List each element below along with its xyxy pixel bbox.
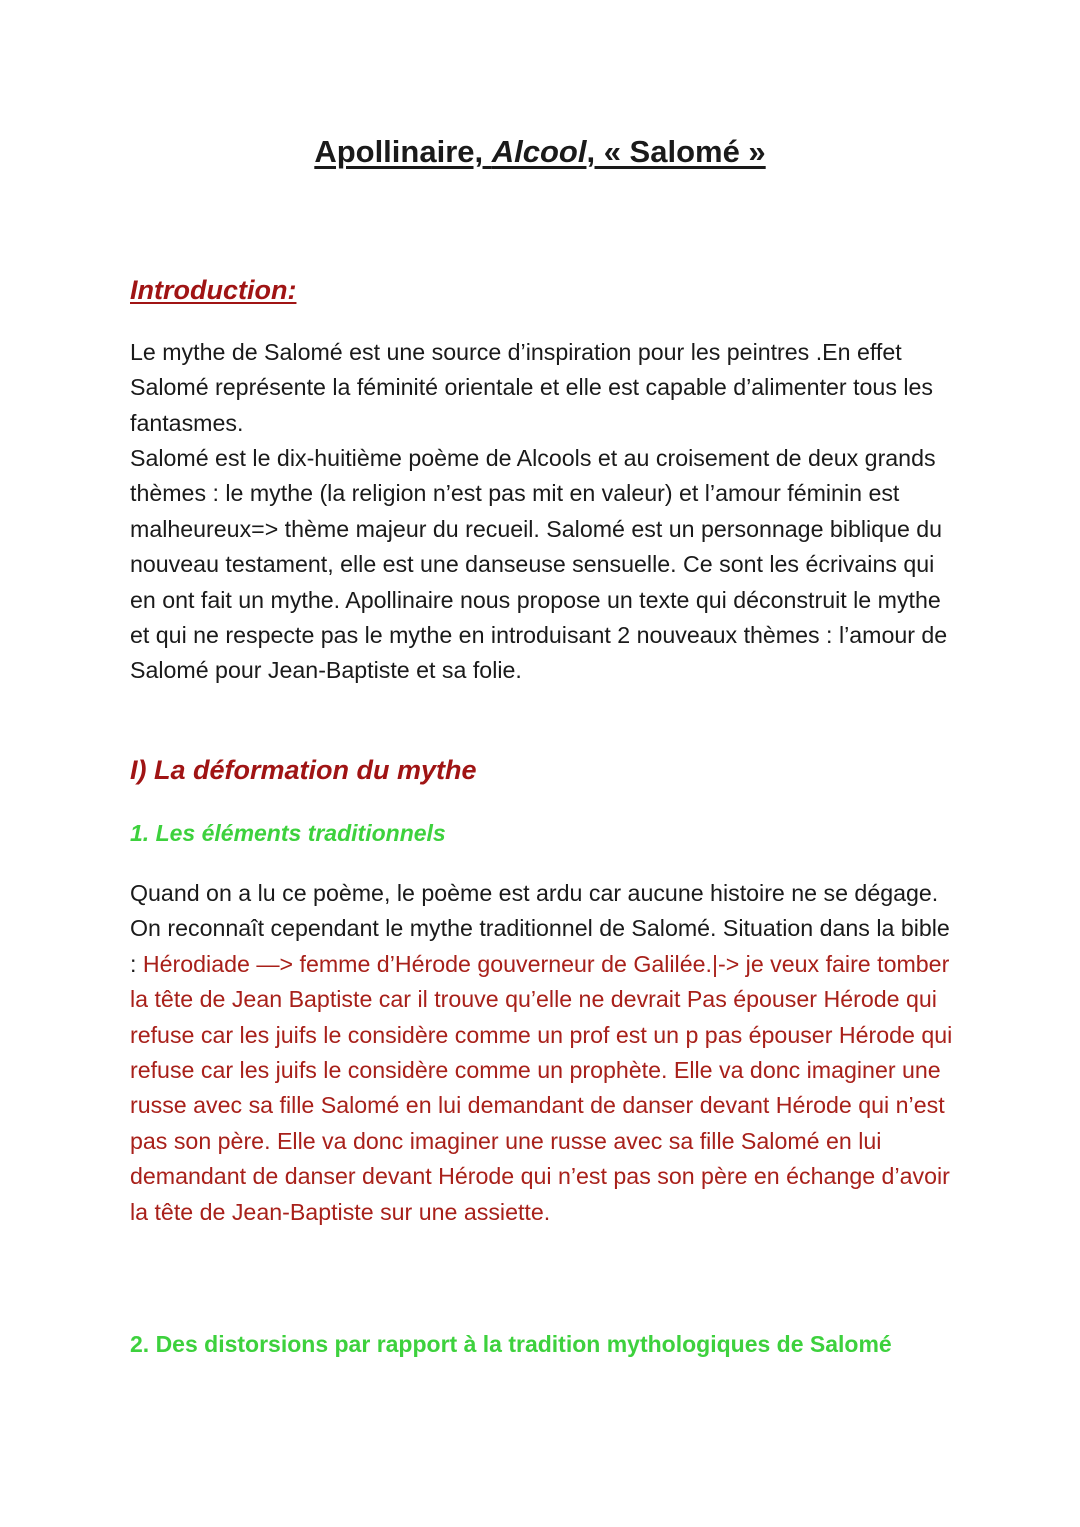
title-collection: Alcool — [491, 134, 587, 169]
subsection-1-text-black: Quand on a lu ce poème, le poème est ardu car aucune histoire ne se dégage. On reconnaît cependant le mythe traditionnel de Salomé. Situation dans la bible : — [130, 880, 950, 977]
document-title — [0, 132, 1080, 172]
introduction-paragraph-1: Le mythe de Salomé est une source d’inspiration pour les peintres .En effet Salomé représente la féminité orientale et elle est capable d’alimenter tous les fantasmes. — [130, 339, 933, 436]
section-1-heading: I) La déformation du mythe — [130, 755, 477, 785]
introduction-paragraph-2: Salomé est le dix-huitième poème de Alcools et au croisement de deux grands thèmes : le mythe (la religion n’est pas mit en valeur) et l’amour féminin est malheureux=> thème majeur du recueil. Salomé est un personnage biblique du nouveau testament, elle est une danseuse sensuelle. Ce sont les écrivains qui en ont fait un mythe. Apollinaire nous propose un texte qui déconstruit le mythe et qui ne respecte pas le mythe en introduisant 2 nouveaux thèmes : l’amour de Salomé pour Jean-Baptiste et sa folie. — [130, 445, 948, 684]
subsection-2-heading: 2. Des distorsions par rapport à la tradition mythologiques de Salomé — [130, 1331, 892, 1357]
subsection-1-paragraph — [130, 876, 960, 1230]
title-author: Apollinaire, — [314, 134, 492, 169]
title-poem: , « Salomé » — [586, 134, 766, 169]
subsection-1-heading: 1. Les éléments traditionnels — [130, 820, 446, 846]
subsection-1-text-red: Hérodiade —> femme d’Hérode gouverneur de Galilée.|-> je veux faire tomber la tête de Jean Baptiste car il trouve qu’elle ne devrait Pas épouser Hérode qui refuse car les juifs le considère comme un prof est un p pas épouser Hérode qui refuse car les juifs le considère comme un prophète. Elle va donc imaginer une russe avec sa fille Salomé en lui demandant de danser devant Hérode qui n’est pas son père. Elle va donc imaginer une russe avec sa fille Salomé en lui demandant de danser devant Hérode qui n’est pas son père en échange d’avoir la tête de Jean-Baptiste sur une assiette. — [130, 950, 953, 1225]
introduction-heading: Introduction: — [130, 275, 297, 305]
